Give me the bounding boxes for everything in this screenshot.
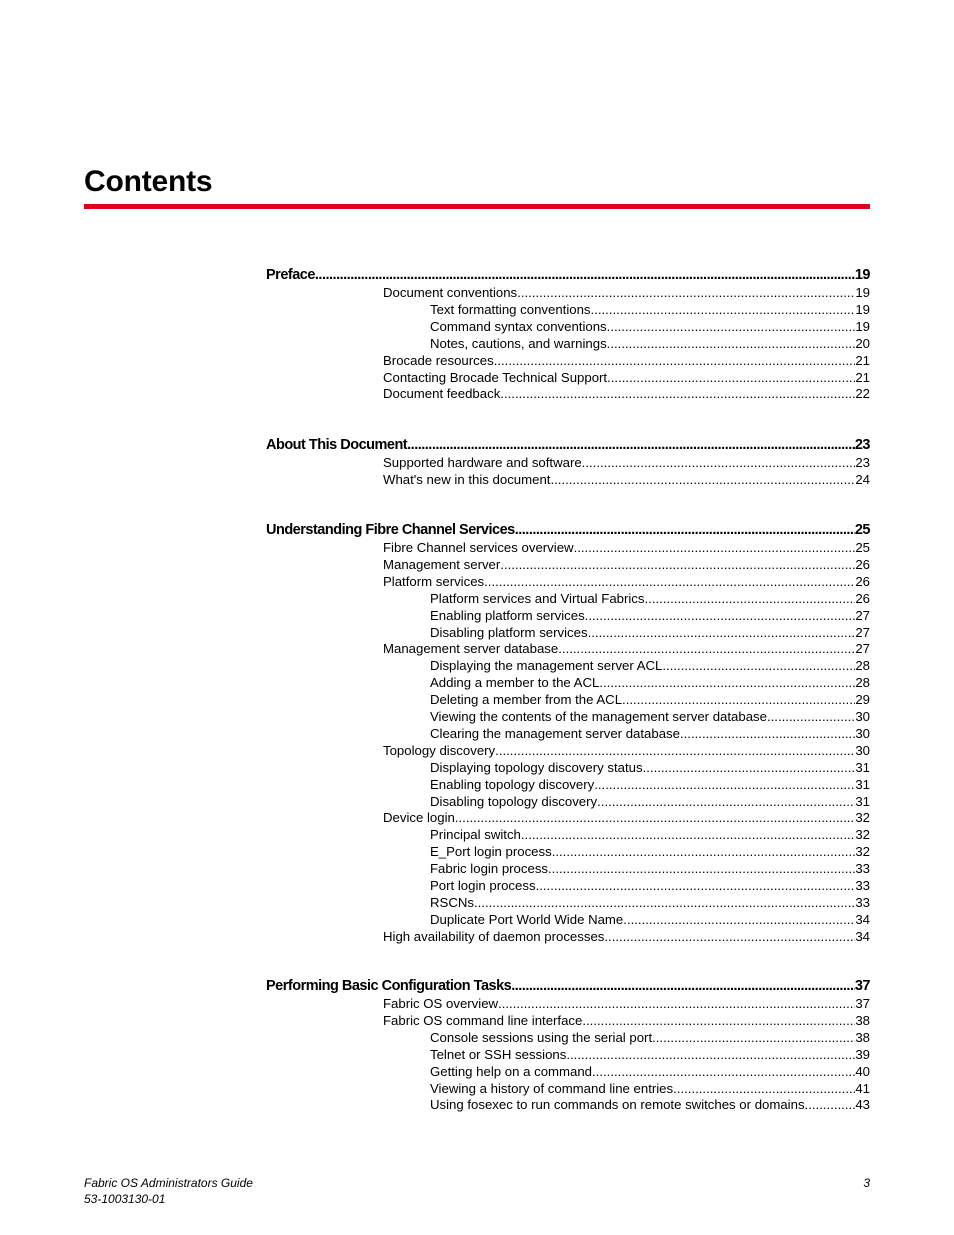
toc-subsection-entry[interactable] [430, 793, 870, 810]
toc-section-entry[interactable] [383, 1012, 870, 1029]
toc-entry-page: 33 [855, 861, 870, 877]
toc-leader-dots [498, 995, 855, 1012]
toc-entry-page: 19 [855, 318, 870, 334]
toc-subsection-entry[interactable] [430, 691, 870, 708]
toc-chapter-entry[interactable] [266, 977, 870, 996]
toc-subsection-entry[interactable] [430, 911, 870, 928]
toc-entry-title: Document feedback [383, 386, 501, 402]
toc-entry-title: Preface [266, 267, 315, 283]
toc-leader-dots [680, 725, 855, 742]
toc-entry-title: Principal switch [430, 827, 521, 843]
toc-entry-page: 32 [855, 844, 870, 860]
toc-section-entry[interactable] [383, 556, 870, 573]
toc-leader-dots [511, 977, 855, 996]
toc-leader-dots [495, 742, 855, 759]
toc-leader-dots [582, 454, 856, 471]
toc-leader-dots [515, 521, 855, 540]
toc-leader-dots [607, 318, 856, 335]
toc-section-entry[interactable] [383, 352, 870, 369]
toc-leader-dots [455, 809, 855, 826]
toc-leader-dots [645, 590, 856, 607]
toc-leader-dots [592, 1063, 855, 1080]
toc-section-entry[interactable] [383, 928, 870, 945]
toc-subsection-entry[interactable] [430, 1046, 870, 1063]
toc-entry-title: Topology discovery [383, 742, 496, 758]
toc-section-entry[interactable] [383, 385, 870, 402]
toc-entry-title: Understanding Fibre Channel Services [266, 522, 515, 538]
toc-leader-dots [315, 266, 855, 285]
footer-page-number: 3 [863, 1176, 870, 1190]
toc-entry-title: Disabling topology discovery [430, 793, 598, 809]
toc-entry-page: 30 [855, 725, 870, 741]
toc-entry-title: Console sessions using the serial port [430, 1029, 653, 1045]
toc-leader-dots [594, 776, 855, 793]
toc-entry-page: 33 [855, 878, 870, 893]
page-title: Contents [84, 165, 213, 198]
toc-entry-page: 19 [855, 301, 870, 317]
toc-entry-title: Fabric OS command line interface [383, 1012, 583, 1028]
toc-entry-page: 26 [855, 590, 870, 606]
toc-leader-dots [623, 911, 855, 928]
toc-leader-dots [521, 826, 855, 843]
toc-leader-dots [599, 674, 855, 691]
toc-leader-dots [574, 539, 856, 556]
toc-entry-title: Clearing the management server database [430, 725, 680, 741]
footer-guide-title: Fabric OS Administrators Guide [84, 1176, 253, 1190]
toc-leader-dots [767, 708, 855, 725]
toc-entry-title: Fabric OS overview [383, 996, 499, 1011]
toc-leader-dots [588, 624, 856, 641]
toc-leader-dots [474, 894, 855, 911]
toc-entry-page: 27 [855, 624, 870, 640]
toc-entry-page: 38 [855, 1029, 870, 1045]
toc-entry-page: 23 [854, 437, 870, 453]
toc-entry-title: Enabling platform services [430, 607, 585, 623]
toc-entry-title: Deleting a member from the ACL [430, 692, 623, 708]
toc-leader-dots [494, 352, 856, 369]
toc-leader-dots [552, 843, 856, 860]
toc-entry-title: Supported hardware and software [383, 455, 582, 470]
toc-entry-title: Contacting Brocade Technical Support [383, 369, 608, 385]
toc-section-entry[interactable] [383, 995, 870, 1012]
toc-entry-page: 25 [855, 540, 870, 555]
toc-entry-title: Getting help on a command [430, 1063, 593, 1079]
toc-section-entry[interactable] [383, 742, 870, 759]
toc-entry-page: 41 [855, 1080, 870, 1096]
toc-entry-page: 40 [855, 1063, 870, 1079]
toc-entry-page: 28 [855, 675, 870, 691]
toc-chapter-entry[interactable] [266, 266, 870, 285]
toc-entry-title: Fibre Channel services overview [383, 540, 574, 555]
toc-leader-dots [597, 793, 855, 810]
toc-leader-dots [500, 556, 855, 573]
toc-leader-dots [591, 301, 856, 318]
toc-entry-page: 31 [855, 776, 870, 792]
toc-entry-title: Duplicate Port World Wide Name [430, 911, 624, 927]
toc-entry-page: 43 [855, 1097, 870, 1113]
toc-section-entry[interactable] [383, 809, 870, 826]
toc-leader-dots [582, 1012, 855, 1029]
toc-entry-page: 26 [855, 556, 870, 572]
toc-entry-page: 19 [855, 285, 870, 300]
toc-section-entry[interactable] [383, 539, 870, 556]
toc-leader-dots [558, 640, 855, 657]
toc-leader-dots [566, 1046, 855, 1063]
toc-entry-title: Device login [383, 810, 455, 826]
toc-entry-title: Command syntax conventions [430, 318, 607, 334]
toc-entry-page: 26 [855, 573, 870, 589]
toc-subsection-entry[interactable] [430, 826, 870, 843]
toc-entry-page: 25 [854, 522, 870, 538]
toc-subsection-entry[interactable] [430, 860, 870, 877]
toc-leader-dots [407, 436, 855, 455]
toc-entry-page: 31 [855, 759, 870, 775]
toc-entry-page: 20 [855, 335, 870, 351]
toc-subsection-entry[interactable] [430, 759, 870, 776]
toc-leader-dots [673, 1080, 855, 1097]
toc-entry-title: Notes, cautions, and warnings [430, 335, 607, 351]
toc-section-entry[interactable] [383, 573, 870, 590]
toc-entry-page: 39 [855, 1046, 870, 1062]
toc-entry-page: 21 [855, 369, 870, 385]
toc-entry-title: Disabling platform services [430, 624, 588, 640]
toc-entry-page: 22 [855, 386, 870, 402]
toc-leader-dots [607, 369, 855, 386]
toc-leader-dots [805, 1096, 856, 1113]
toc-subsection-entry[interactable] [430, 590, 870, 607]
toc-subsection-entry[interactable] [430, 674, 870, 691]
toc-entry-title: What's new in this document [383, 471, 551, 487]
toc-subsection-entry[interactable] [430, 1063, 870, 1080]
toc-entry-title: Document conventions [383, 285, 518, 300]
toc-subsection-entry[interactable] [430, 1029, 870, 1046]
toc-entry-title: Displaying the management server ACL [430, 658, 663, 674]
toc-entry-page: 32 [855, 827, 870, 843]
toc-leader-dots [643, 759, 856, 776]
toc-leader-dots [607, 335, 856, 352]
toc-entry-page: 33 [855, 894, 870, 910]
toc-entry-title: Viewing a history of command line entries [430, 1080, 674, 1096]
toc-entry-title: E_Port login process [430, 844, 552, 860]
toc-subsection-entry[interactable] [430, 301, 870, 318]
toc-section-entry[interactable] [383, 454, 870, 471]
toc-entry-page: 34 [855, 911, 870, 927]
toc-entry-title: RSCNs [430, 894, 474, 910]
toc-subsection-entry[interactable] [430, 1096, 870, 1113]
toc-entry-title: About This Document [266, 437, 408, 453]
toc-leader-dots [652, 1029, 855, 1046]
toc-leader-dots [604, 928, 855, 945]
toc-entry-title: Management server [383, 556, 501, 572]
toc-subsection-entry[interactable] [430, 725, 870, 742]
toc-leader-dots [500, 385, 855, 402]
toc-entry-title: Using fosexec to run commands on remote switches or domains [430, 1097, 805, 1113]
toc-entry-page: 38 [855, 1012, 870, 1028]
toc-subsection-entry[interactable] [430, 776, 870, 793]
toc-entry-page: 21 [855, 352, 870, 368]
toc-subsection-entry[interactable] [430, 894, 870, 911]
toc-entry-page: 27 [855, 641, 870, 657]
toc-entry-title: Performing Basic Configuration Tasks [266, 978, 512, 994]
toc-leader-dots [484, 573, 855, 590]
toc-subsection-entry[interactable] [430, 1080, 870, 1097]
toc-subsection-entry[interactable] [430, 843, 870, 860]
toc-leader-dots [662, 657, 855, 674]
toc-section-entry[interactable] [383, 640, 870, 657]
toc-entry-page: 34 [855, 928, 870, 944]
toc-entry-page: 19 [854, 267, 870, 283]
toc-subsection-entry[interactable] [430, 607, 870, 624]
toc-entry-title: Brocade resources [383, 352, 494, 368]
toc-leader-dots [550, 471, 855, 488]
toc-chapter-entry[interactable] [266, 521, 870, 540]
toc-entry-title: Port login process [430, 878, 536, 893]
toc-entry-title: Platform services and Virtual Fabrics [430, 590, 645, 606]
toc-entry-page: 27 [855, 607, 870, 623]
footer-doc-number: 53-1003130-01 [84, 1192, 166, 1206]
table-of-contents [266, 0, 870, 1235]
toc-section-entry[interactable] [383, 284, 870, 301]
toc-leader-dots [536, 877, 856, 894]
toc-entry-page: 23 [855, 455, 870, 470]
toc-entry-title: Fabric login process [430, 861, 549, 877]
toc-leader-dots [517, 284, 855, 301]
toc-section-entry[interactable] [383, 369, 870, 386]
toc-entry-page: 30 [855, 742, 870, 758]
toc-entry-title: Telnet or SSH sessions [430, 1046, 567, 1062]
toc-subsection-entry[interactable] [430, 318, 870, 335]
toc-subsection-entry[interactable] [430, 877, 870, 894]
toc-leader-dots [548, 860, 855, 877]
toc-entry-title: Enabling topology discovery [430, 776, 595, 792]
toc-entry-title: Displaying topology discovery status [430, 759, 643, 775]
toc-subsection-entry[interactable] [430, 624, 870, 641]
toc-entry-page: 31 [855, 793, 870, 809]
toc-entry-title: High availability of daemon processes [383, 928, 605, 944]
toc-entry-title: Viewing the contents of the management server database [430, 709, 767, 724]
toc-entry-page: 32 [855, 810, 870, 826]
toc-section-entry[interactable] [383, 471, 870, 488]
toc-entry-page: 37 [855, 996, 870, 1011]
toc-entry-title: Management server database [383, 641, 559, 657]
toc-entry-page: 24 [855, 471, 870, 487]
toc-subsection-entry[interactable] [430, 708, 870, 725]
toc-entry-title: Platform services [383, 573, 485, 589]
toc-leader-dots [622, 691, 855, 708]
toc-subsection-entry[interactable] [430, 335, 870, 352]
toc-entry-page: 28 [855, 658, 870, 674]
toc-chapter-entry[interactable] [266, 436, 870, 455]
toc-subsection-entry[interactable] [430, 657, 870, 674]
toc-entry-title: Adding a member to the ACL [430, 675, 600, 691]
toc-leader-dots [585, 607, 856, 624]
toc-entry-title: Text formatting conventions [430, 301, 591, 317]
toc-entry-page: 30 [855, 709, 870, 724]
toc-entry-page: 29 [855, 692, 870, 708]
toc-entry-page: 37 [854, 978, 870, 994]
